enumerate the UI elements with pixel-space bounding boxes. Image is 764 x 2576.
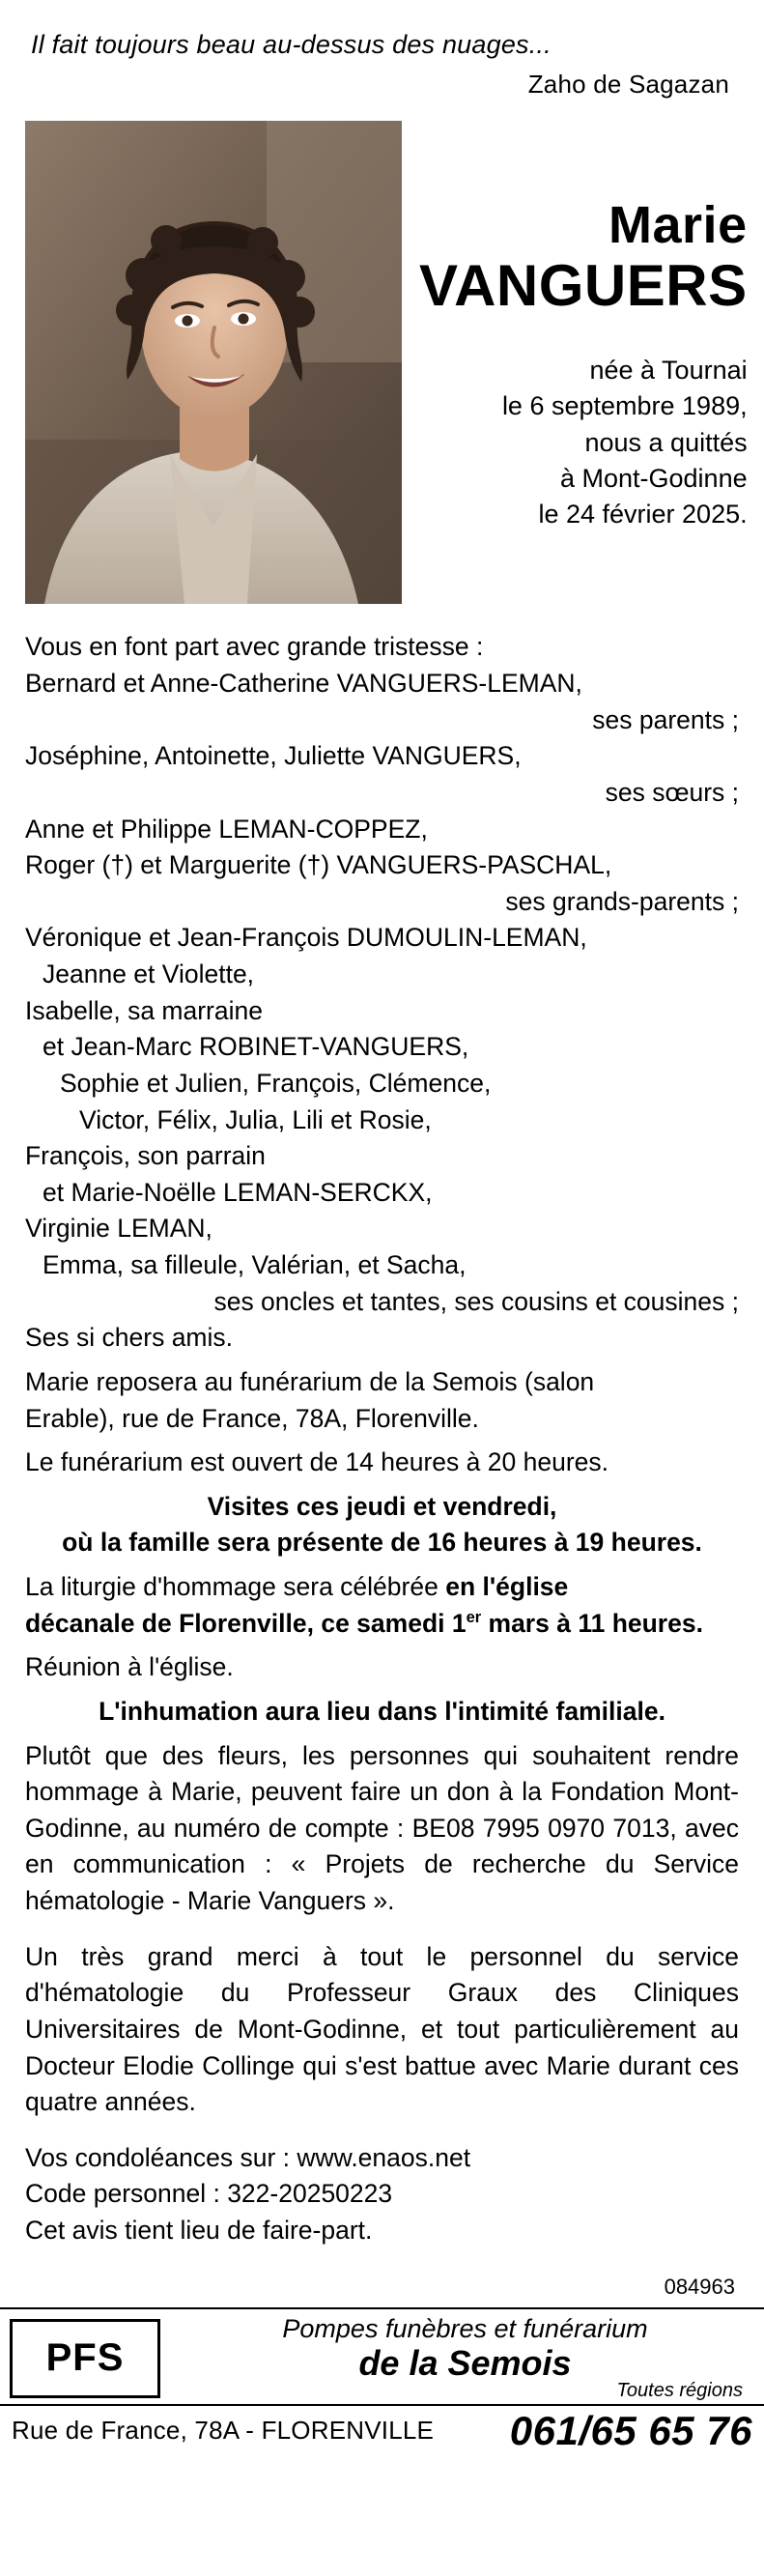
list-item: Bernard et Anne-Catherine VANGUERS-LEMAN, [25, 669, 582, 699]
birth-line-1: née à Tournai [589, 356, 748, 386]
faire-part-note: Cet avis tient lieu de faire-part. [25, 2216, 373, 2246]
birth-line-2: le 6 septembre 1989, [501, 391, 748, 421]
family-list [25, 666, 739, 1357]
reference-number: 084963 [664, 2274, 735, 2299]
deceased-portrait-photo [25, 121, 402, 604]
announcement-intro: Vous en font part avec grande tristesse : [25, 632, 484, 662]
visits-line-2: où la famille sera présente de 16 heures à 19 heures. [62, 1528, 702, 1558]
list-item: ses sœurs ; [605, 777, 739, 807]
list-item: ses oncles et tantes, ses cousins et cousines ; [213, 1286, 739, 1316]
liturgy-date-post: mars à 11 heures. [481, 1608, 703, 1638]
liturgy-info [25, 1569, 739, 1642]
funerarium-line-2: Erable), rue de France, 78A, Florenville. [25, 1403, 479, 1433]
personal-code: Code personnel : 322-20250223 [25, 2179, 393, 2209]
birth-death-details [419, 353, 748, 532]
notice-body [25, 629, 739, 2248]
visiting-hours [25, 1489, 739, 1561]
funerarium-line-1: Marie reposera au funérarium de la Semois (salon [25, 1366, 595, 1396]
last-name: VANGUERS [419, 253, 748, 319]
liturgy-date-sup: er [466, 1608, 482, 1626]
regions-label: Toutes régions [616, 2379, 743, 2401]
list-item: Véronique et Jean-François DUMOULIN-LEMAN, [25, 923, 587, 953]
funeral-home-footer [0, 2307, 764, 2460]
list-item: Joséphine, Antoinette, Juliette VANGUERS, [25, 741, 522, 771]
pfs-logo: PFS [10, 2319, 160, 2398]
list-item: ses parents ; [592, 704, 739, 734]
liturgy-church: en l'église [445, 1572, 569, 1602]
thanks-paragraph: Un très grand merci à tout le personnel du service d'hématologie du Professeur Graux des Cliniques Universitaires de Mont-Godinne, et tout particulièrement au Docteur Elodie Collinge qui s'est battue avec Marie durant ces quatre années. [25, 1941, 739, 2117]
donation-paragraph: Plutôt que des fleurs, les personnes qui souhaitent rendre hommage à Marie, peuvent faire un don à la Fondation Mont-Godinne, au numéro de compte : BE08 7995 0970 7013, avec en communication : « Projets de recherche du Service hématologie - Marie Vanguers ». [25, 1740, 739, 1916]
quote-author: Zaho de Sagazan [527, 70, 729, 100]
list-item: Victor, Félix, Julia, Lili et Rosie, [79, 1104, 432, 1134]
liturgy-plain: La liturgie d'hommage sera célébrée [25, 1572, 446, 1602]
portrait-and-name-block [25, 121, 748, 604]
name-block [402, 121, 748, 532]
company-line-1: Pompes funèbres et funérarium [282, 2313, 648, 2343]
list-item: ses grands-parents ; [505, 886, 739, 916]
list-item: Virginie LEMAN, [25, 1214, 212, 1244]
footer-phone[interactable]: 061/65 65 76 [509, 2407, 752, 2453]
list-item: Roger (†) et Marguerite (†) VANGUERS-PASCHAL, [25, 850, 612, 880]
list-item: Isabelle, sa marraine [25, 995, 263, 1025]
first-name: Marie [608, 196, 748, 255]
list-item: et Marie-Noëlle LEMAN-SERCKX, [42, 1177, 433, 1207]
list-item: François, son parrain [25, 1141, 266, 1171]
quote-text: Il fait toujours beau au-dessus des nuages... [31, 30, 552, 59]
company-line-2: de la Semois [358, 2343, 572, 2384]
footer-bottom-row [0, 2404, 764, 2460]
visits-line-1: Visites ces jeudi et vendredi, [207, 1491, 557, 1521]
list-item: Anne et Philippe LEMAN-COPPEZ, [25, 814, 428, 844]
death-line-2: à Mont-Godinne [559, 463, 748, 493]
list-item: Emma, sa filleule, Valérian, et Sacha, [42, 1250, 467, 1280]
funerarium-info [25, 1364, 739, 1437]
liturgy-date-pre: décanale de Florenville, ce samedi 1 [25, 1608, 467, 1638]
list-item: et Jean-Marc ROBINET-VANGUERS, [42, 1032, 469, 1062]
footer-top-row [0, 2309, 764, 2404]
footer-address: Rue de France, 78A - FLORENVILLE [12, 2416, 435, 2446]
burial-line: L'inhumation aura lieu dans l'intimité familiale. [99, 1696, 665, 1726]
condolences-website[interactable]: Vos condoléances sur : www.enaos.net [25, 2142, 471, 2172]
condolences-block [25, 2140, 739, 2249]
list-item: Sophie et Julien, François, Clémence, [60, 1068, 492, 1098]
death-line-3: le 24 février 2025. [538, 500, 748, 530]
list-item: Ses si chers amis. [25, 1323, 234, 1353]
list-item: Jeanne et Violette, [42, 959, 255, 989]
death-line-1: nous a quittés [584, 427, 748, 457]
reunion-line: Réunion à l'église. [25, 1652, 234, 1682]
company-name-block [160, 2315, 754, 2402]
opening-hours: Le funérarium est ouvert de 14 heures à 20 heures. [25, 1447, 608, 1477]
